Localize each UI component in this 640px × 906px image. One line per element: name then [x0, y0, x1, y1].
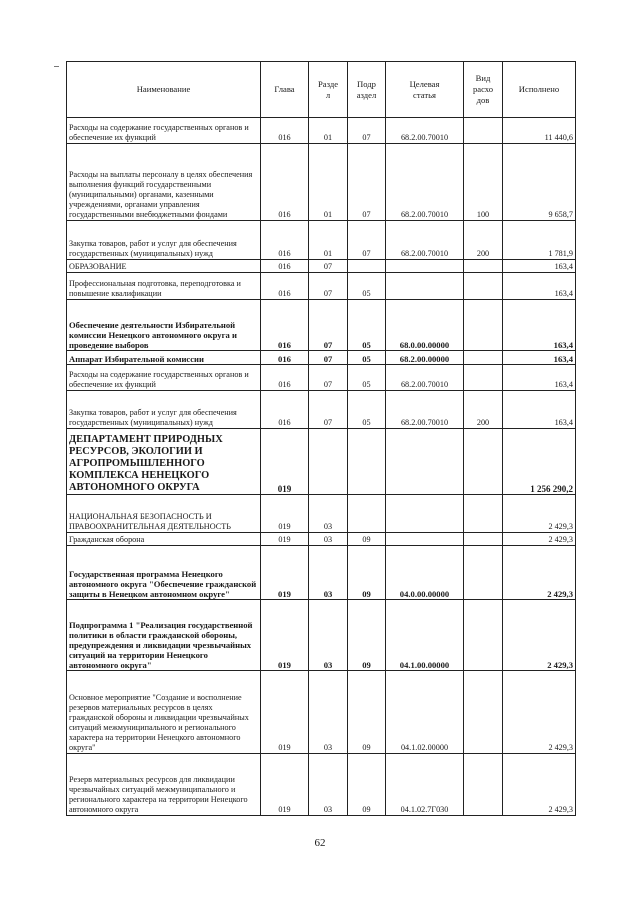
row-name: Расходы на содержание государственных органов и обеспечение их функций	[67, 118, 261, 144]
row-glava: 016	[261, 300, 309, 351]
row-glava: 019	[261, 600, 309, 671]
row-glava: 016	[261, 144, 309, 221]
row-podrazdel: 05	[348, 273, 386, 300]
row-razdel: 07	[309, 391, 348, 429]
row-glava: 016	[261, 221, 309, 260]
row-vid	[464, 754, 503, 816]
table-row	[67, 391, 576, 429]
row-ispolneno: 163,4	[503, 260, 576, 273]
row-glava: 019	[261, 671, 309, 754]
row-glava: 016	[261, 391, 309, 429]
row-razdel	[309, 429, 348, 495]
table-row	[67, 429, 576, 495]
row-statya	[386, 533, 464, 546]
row-razdel: 03	[309, 671, 348, 754]
table-row	[67, 546, 576, 600]
row-glava: 019	[261, 495, 309, 533]
row-vid	[464, 365, 503, 391]
row-name: Аппарат Избирательной комиссии	[67, 351, 261, 365]
row-vid	[464, 118, 503, 144]
row-statya: 68.2.00.00000	[386, 351, 464, 365]
row-name: Государственная программа Ненецкого автономного округа "Обеспечение гражданской защиты в Ненецком автономном округе"	[67, 546, 261, 600]
row-name: Закупка товаров, работ и услуг для обеспечения государственных (муниципальных) нужд	[67, 221, 261, 260]
table-row	[67, 365, 576, 391]
row-ispolneno: 1 256 290,2	[503, 429, 576, 495]
row-ispolneno: 2 429,3	[503, 495, 576, 533]
row-podrazdel	[348, 495, 386, 533]
row-name: Расходы на выплаты персоналу в целях обеспечения выполнения функций государственными (муниципальными) органами, казенными учреждениями, органами управления государственными внебюджетными фондами	[67, 144, 261, 221]
row-razdel: 07	[309, 300, 348, 351]
row-glava: 019	[261, 546, 309, 600]
page-number: 62	[314, 837, 326, 849]
row-razdel: 03	[309, 533, 348, 546]
table-row	[67, 300, 576, 351]
table-row	[67, 273, 576, 300]
row-podrazdel: 07	[348, 221, 386, 260]
table-row	[67, 600, 576, 671]
row-vid	[464, 600, 503, 671]
col-header-podrazdel: Подр аздел	[348, 62, 386, 118]
row-vid	[464, 546, 503, 600]
col-header-glava: Глава	[261, 62, 309, 118]
row-name: Закупка товаров, работ и услуг для обеспечения государственных (муниципальных) нужд	[67, 391, 261, 429]
row-statya: 04.0.00.00000	[386, 546, 464, 600]
row-podrazdel: 05	[348, 391, 386, 429]
row-statya: 68.2.00.70010	[386, 118, 464, 144]
row-vid	[464, 533, 503, 546]
row-vid	[464, 300, 503, 351]
row-razdel: 01	[309, 118, 348, 144]
row-glava: 016	[261, 118, 309, 144]
table-row	[67, 118, 576, 144]
row-ispolneno: 163,4	[503, 273, 576, 300]
row-ispolneno: 2 429,3	[503, 671, 576, 754]
row-ispolneno: 163,4	[503, 300, 576, 351]
row-razdel: 07	[309, 365, 348, 391]
row-podrazdel	[348, 429, 386, 495]
row-podrazdel: 09	[348, 671, 386, 754]
header-row	[67, 62, 576, 118]
row-glava: 016	[261, 260, 309, 273]
row-podrazdel: 05	[348, 351, 386, 365]
row-ispolneno: 11 440,6	[503, 118, 576, 144]
row-statya: 68.2.00.70010	[386, 391, 464, 429]
row-ispolneno: 2 429,3	[503, 600, 576, 671]
row-name: ОБРАЗОВАНИЕ	[67, 260, 261, 273]
table-row	[67, 671, 576, 754]
row-name: Обеспечение деятельности Избирательной комиссии Ненецкого автономного округа и проведение выборов	[67, 300, 261, 351]
row-podrazdel: 09	[348, 533, 386, 546]
budget-table	[66, 61, 576, 816]
row-name: Расходы на содержание государственных органов и обеспечение их функций	[67, 365, 261, 391]
row-statya: 68.2.00.70010	[386, 221, 464, 260]
row-ispolneno: 2 429,3	[503, 533, 576, 546]
row-ispolneno: 9 658,7	[503, 144, 576, 221]
row-statya: 04.1.02.7Г030	[386, 754, 464, 816]
row-razdel: 03	[309, 495, 348, 533]
row-glava: 019	[261, 754, 309, 816]
table-row	[67, 221, 576, 260]
row-statya: 04.1.00.00000	[386, 600, 464, 671]
table-row	[67, 495, 576, 533]
table-row	[67, 260, 576, 273]
row-glava: 016	[261, 351, 309, 365]
row-vid	[464, 671, 503, 754]
row-statya: 68.2.00.70010	[386, 365, 464, 391]
row-name: НАЦИОНАЛЬНАЯ БЕЗОПАСНОСТЬ И ПРАВООХРАНИТЕЛЬНАЯ ДЕЯТЕЛЬНОСТЬ	[67, 495, 261, 533]
row-ispolneno: 1 781,9	[503, 221, 576, 260]
row-razdel: 07	[309, 260, 348, 273]
row-statya	[386, 273, 464, 300]
row-podrazdel: 05	[348, 300, 386, 351]
row-podrazdel: 09	[348, 546, 386, 600]
row-ispolneno: 163,4	[503, 391, 576, 429]
row-vid	[464, 351, 503, 365]
row-podrazdel: 05	[348, 365, 386, 391]
col-header-name: Наименование	[67, 62, 261, 118]
row-name: Профессиональная подготовка, переподготовка и повышение квалификации	[67, 273, 261, 300]
row-name: Гражданская оборона	[67, 533, 261, 546]
row-vid	[464, 429, 503, 495]
row-razdel: 01	[309, 221, 348, 260]
row-statya: 68.0.00.00000	[386, 300, 464, 351]
row-razdel: 07	[309, 273, 348, 300]
row-ispolneno: 163,4	[503, 365, 576, 391]
row-glava: 016	[261, 273, 309, 300]
row-razdel: 03	[309, 754, 348, 816]
table-row	[67, 144, 576, 221]
row-name: Основное мероприятие "Создание и восполнение резервов материальных ресурсов в целях гражданской обороны и ликвидации чрезвычайных ситуаций межмуниципального и регионального характера на территории Ненецкого автономного округа"	[67, 671, 261, 754]
row-ispolneno: 2 429,3	[503, 754, 576, 816]
row-razdel: 03	[309, 600, 348, 671]
row-ispolneno: 2 429,3	[503, 546, 576, 600]
row-glava: 019	[261, 533, 309, 546]
row-vid	[464, 495, 503, 533]
row-razdel: 03	[309, 546, 348, 600]
col-header-razdel: Разде л	[309, 62, 348, 118]
table-row	[67, 351, 576, 365]
row-vid	[464, 273, 503, 300]
row-podrazdel: 09	[348, 600, 386, 671]
row-vid: 100	[464, 144, 503, 221]
row-vid: 200	[464, 221, 503, 260]
row-vid: 200	[464, 391, 503, 429]
table-row	[67, 754, 576, 816]
scan-mark	[54, 66, 59, 67]
row-podrazdel: 07	[348, 144, 386, 221]
row-glava: 019	[261, 429, 309, 495]
row-statya	[386, 260, 464, 273]
row-ispolneno: 163,4	[503, 351, 576, 365]
table-row	[67, 533, 576, 546]
row-name: Подпрограмма 1 "Реализация государственной политики в области гражданской обороны, предупреждения и ликвидации чрезвычайных ситуаций на территории Ненецкого автономного округа"	[67, 600, 261, 671]
row-name: ДЕПАРТАМЕНТ ПРИРОДНЫХ РЕСУРСОВ, ЭКОЛОГИИ И АГРОПРОМЫШЛЕННОГО КОМПЛЕКСА НЕНЕЦКОГО АВТОНОМНОГО ОКРУГА	[67, 429, 261, 495]
row-vid	[464, 260, 503, 273]
row-statya	[386, 429, 464, 495]
row-razdel: 01	[309, 144, 348, 221]
col-header-statya: Целевая статья	[386, 62, 464, 118]
col-header-vid: Вид расхо дов	[464, 62, 503, 118]
col-header-ispolneno: Исполнено	[503, 62, 576, 118]
row-name: Резерв материальных ресурсов для ликвидации чрезвычайных ситуаций межмуниципального и регионального характера на территории Ненецкого автономного округа	[67, 754, 261, 816]
row-razdel: 07	[309, 351, 348, 365]
row-statya	[386, 495, 464, 533]
row-statya: 04.1.02.00000	[386, 671, 464, 754]
row-statya: 68.2.00.70010	[386, 144, 464, 221]
row-podrazdel: 09	[348, 754, 386, 816]
row-podrazdel	[348, 260, 386, 273]
row-podrazdel: 07	[348, 118, 386, 144]
row-glava: 016	[261, 365, 309, 391]
